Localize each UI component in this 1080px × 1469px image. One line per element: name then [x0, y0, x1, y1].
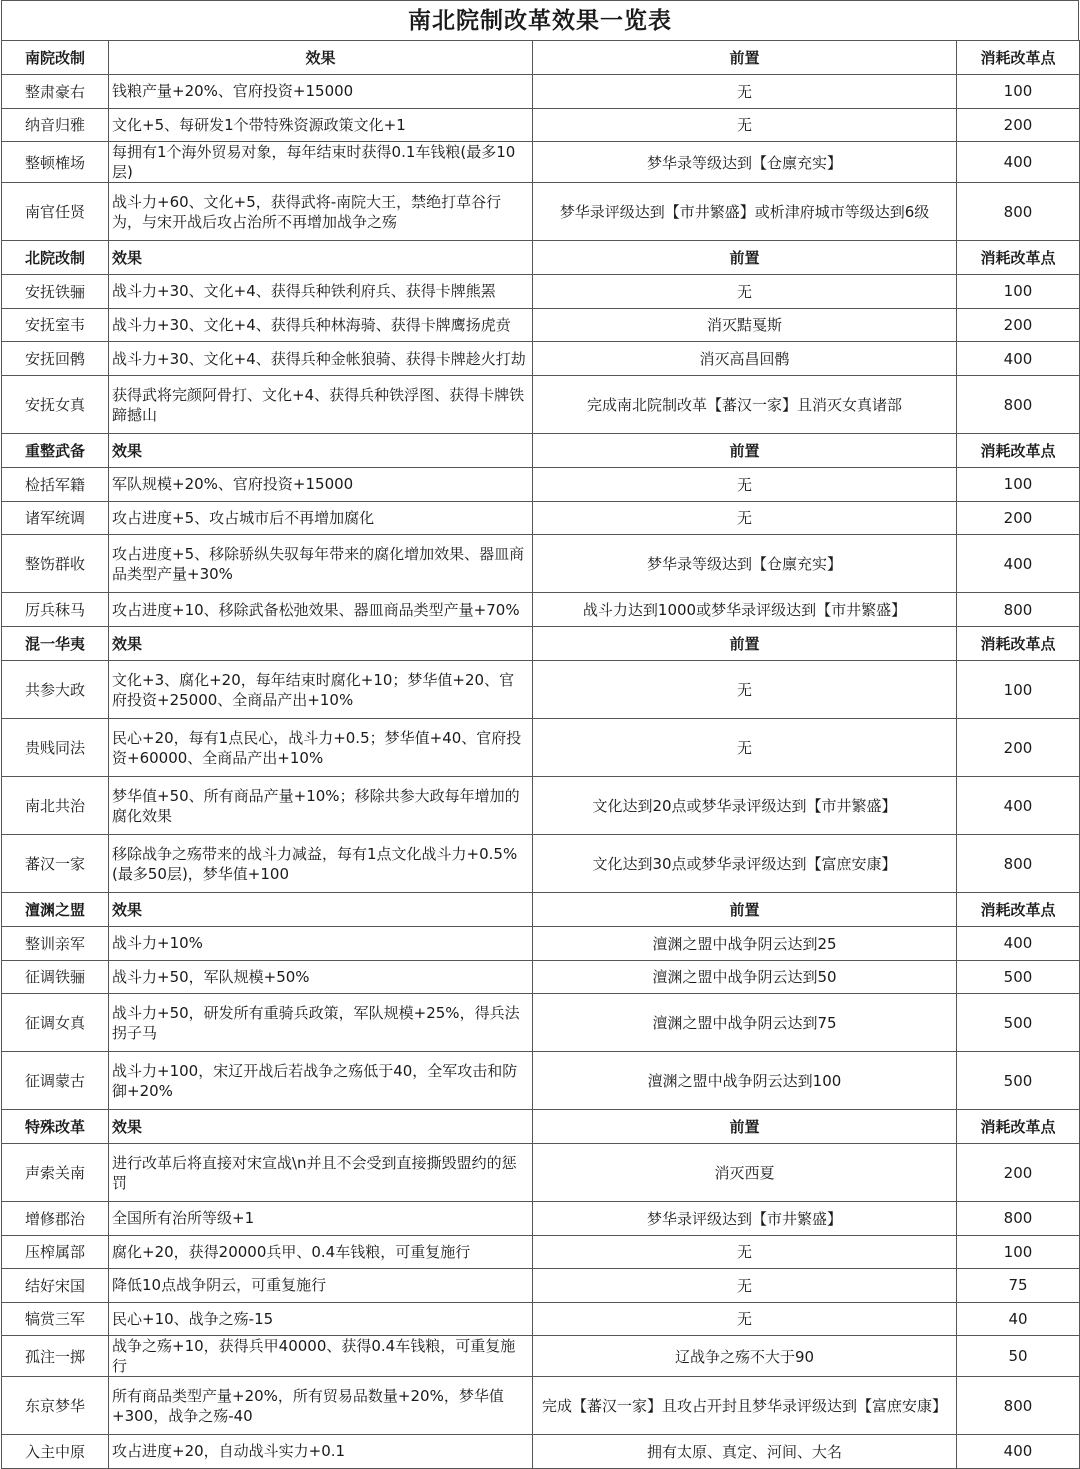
- cost-cell: 400: [957, 1435, 1080, 1469]
- table-row: [2, 1377, 1080, 1435]
- prerequisite-cell: 无: [533, 468, 957, 502]
- effect-cell: [109, 275, 533, 309]
- page-title: 南北院制改革效果一览表: [1, 0, 1079, 40]
- reform-name-cell: 厉兵秣马: [2, 593, 109, 627]
- prerequisite-header-cell: 前置: [533, 627, 957, 661]
- effect-cell: [109, 777, 533, 835]
- effect-cell: [109, 142, 533, 183]
- section-header-row: [2, 627, 1080, 661]
- section-title-cell: 北院改制: [2, 241, 109, 275]
- prerequisite-header-cell: 前置: [533, 893, 957, 927]
- effect-header-cell: 效果: [109, 893, 533, 927]
- table-row: [2, 75, 1080, 109]
- effect-text: 军队规模+20%、官府投资+15000: [112, 475, 354, 494]
- table-row: [2, 1052, 1080, 1110]
- effect-cell: [109, 1377, 533, 1435]
- table-row: [2, 1144, 1080, 1202]
- reform-name-cell: 安抚女真: [2, 376, 109, 434]
- cost-cell: 800: [957, 376, 1080, 434]
- prerequisite-header-cell: 前置: [533, 1110, 957, 1144]
- effect-cell: [109, 308, 533, 342]
- reform-name-cell: 蕃汉一家: [2, 835, 109, 893]
- prerequisite-cell: 完成南北院制改革【蕃汉一家】且消灭女真诸部: [533, 376, 957, 434]
- cost-cell: 400: [957, 927, 1080, 961]
- reform-name-cell: 检括军籍: [2, 468, 109, 502]
- prerequisite-cell: 消灭黠戛斯: [533, 308, 957, 342]
- effect-cell: [109, 183, 533, 241]
- reform-name-cell: 入主中原: [2, 1435, 109, 1469]
- reform-name-cell: 整饬群收: [2, 535, 109, 593]
- cost-header-cell: 消耗改革点: [957, 627, 1080, 661]
- cost-header-cell: 消耗改革点: [957, 241, 1080, 275]
- effect-text: 战斗力+10%: [112, 934, 203, 953]
- prerequisite-header-cell: 前置: [533, 434, 957, 468]
- effect-header-cell: 效果: [109, 627, 533, 661]
- prerequisite-cell: 澶渊之盟中战争阴云达到50: [533, 960, 957, 994]
- reform-name-cell: 共参大政: [2, 661, 109, 719]
- table-row: [2, 1235, 1080, 1269]
- effect-header-cell: 效果: [109, 41, 533, 75]
- table-row: [2, 835, 1080, 893]
- effect-cell: [109, 927, 533, 961]
- reform-name-cell: 安抚室韦: [2, 308, 109, 342]
- reform-name-cell: 增修郡治: [2, 1202, 109, 1236]
- prerequisite-header-cell: 前置: [533, 41, 957, 75]
- reform-name-cell: 贵贱同法: [2, 719, 109, 777]
- effect-text: 全国所有治所等级+1: [112, 1209, 255, 1228]
- effect-cell: [109, 1052, 533, 1110]
- reform-name-cell: 孤注一掷: [2, 1336, 109, 1377]
- table-row: [2, 960, 1080, 994]
- effect-cell: [109, 719, 533, 777]
- section-title-cell: 澶渊之盟: [2, 893, 109, 927]
- effect-text: 战斗力+30、文化+4、获得兵种林海骑、获得卡牌鹰扬虎贲: [112, 315, 511, 334]
- cost-header-cell: 消耗改革点: [957, 893, 1080, 927]
- prerequisite-cell: 文化达到20点或梦华录评级达到【市井繁盛】: [533, 777, 957, 835]
- reform-name-cell: 压榨属部: [2, 1235, 109, 1269]
- section-header-row: [2, 434, 1080, 468]
- cost-cell: 400: [957, 535, 1080, 593]
- prerequisite-cell: 澶渊之盟中战争阴云达到100: [533, 1052, 957, 1110]
- cost-cell: 500: [957, 960, 1080, 994]
- table-row: [2, 275, 1080, 309]
- prerequisite-cell: 文化达到30点或梦华录评级达到【富庶安康】: [533, 835, 957, 893]
- table-row: [2, 719, 1080, 777]
- prerequisite-cell: 无: [533, 1269, 957, 1303]
- prerequisite-cell: 拥有太原、真定、河间、大名: [533, 1435, 957, 1469]
- cost-cell: 200: [957, 308, 1080, 342]
- table-row: [2, 308, 1080, 342]
- reform-name-cell: 安抚回鹘: [2, 342, 109, 376]
- cost-cell: 200: [957, 1144, 1080, 1202]
- effect-text: 每拥有1个海外贸易对象，每年结束时获得0.1车钱粮(最多10层): [112, 143, 516, 181]
- reform-name-cell: 整顿榷场: [2, 142, 109, 183]
- effect-cell: [109, 593, 533, 627]
- effect-text: 民心+20，每有1点民心，战斗力+0.5；梦华值+40、官府投资+60000、全商品产出+10%: [112, 728, 522, 767]
- effect-cell: [109, 1269, 533, 1303]
- effect-header-cell: 效果: [109, 241, 533, 275]
- effect-text: 战争之殇+10，获得兵甲40000、获得0.4车钱粮，可重复施行: [112, 1337, 516, 1375]
- effect-cell: [109, 342, 533, 376]
- table-row: [2, 183, 1080, 241]
- cost-cell: 400: [957, 777, 1080, 835]
- effect-cell: [109, 501, 533, 535]
- reform-name-cell: 声索关南: [2, 1144, 109, 1202]
- effect-cell: [109, 960, 533, 994]
- effect-cell: [109, 1144, 533, 1202]
- table-row: [2, 777, 1080, 835]
- effect-text: 战斗力+30、文化+4、获得兵种铁利府兵、获得卡牌熊罴: [112, 282, 496, 301]
- effect-text: 所有商品类型产量+20%，所有贸易品数量+20%，梦华值+300，战争之殇-40: [112, 1386, 504, 1425]
- cost-cell: 800: [957, 1202, 1080, 1236]
- effect-text: 战斗力+50，军队规模+50%: [112, 967, 310, 986]
- table-row: [2, 342, 1080, 376]
- prerequisite-header-cell: 前置: [533, 241, 957, 275]
- cost-cell: 400: [957, 342, 1080, 376]
- effect-cell: [109, 835, 533, 893]
- cost-cell: 200: [957, 719, 1080, 777]
- section-title-cell: 南院改制: [2, 41, 109, 75]
- effect-cell: [109, 108, 533, 142]
- cost-header-cell: 消耗改革点: [957, 1110, 1080, 1144]
- table-row: [2, 593, 1080, 627]
- effect-text: 降低10点战争阴云，可重复施行: [112, 1276, 327, 1295]
- effect-text: 攻占进度+10、移除武备松弛效果、器皿商品类型产量+70%: [112, 600, 520, 619]
- reform-name-cell: 诸军统调: [2, 501, 109, 535]
- prerequisite-cell: 无: [533, 275, 957, 309]
- prerequisite-cell: 梦华录等级达到【仓廪充实】: [533, 535, 957, 593]
- cost-cell: 100: [957, 1235, 1080, 1269]
- effect-cell: [109, 1202, 533, 1236]
- reform-name-cell: 征调铁骊: [2, 960, 109, 994]
- section-title-cell: 混一华夷: [2, 627, 109, 661]
- table-row: [2, 927, 1080, 961]
- prerequisite-cell: 完成【蕃汉一家】且攻占开封且梦华录评级达到【富庶安康】: [533, 1377, 957, 1435]
- section-header-row: [2, 41, 1080, 75]
- cost-cell: 400: [957, 142, 1080, 183]
- table-row: [2, 994, 1080, 1052]
- effect-text: 战斗力+50，研发所有重骑兵政策，军队规模+25%，得兵法拐子马: [112, 1003, 520, 1042]
- reform-table: [1, 40, 1080, 1469]
- section-header-row: [2, 241, 1080, 275]
- effect-cell: [109, 994, 533, 1052]
- reform-name-cell: 安抚铁骊: [2, 275, 109, 309]
- cost-cell: 200: [957, 501, 1080, 535]
- reform-name-cell: 东京梦华: [2, 1377, 109, 1435]
- section-title-cell: 重整武备: [2, 434, 109, 468]
- cost-header-cell: 消耗改革点: [957, 41, 1080, 75]
- effect-cell: [109, 535, 533, 593]
- effect-cell: [109, 1435, 533, 1469]
- prerequisite-cell: 梦华录评级达到【市井繁盛】或析津府城市等级达到6级: [533, 183, 957, 241]
- reform-name-cell: 整肃豪右: [2, 75, 109, 109]
- effect-text: 梦华值+50、所有商品产量+10%；移除共参大政每年增加的腐化效果: [112, 786, 520, 825]
- prerequisite-cell: 无: [533, 719, 957, 777]
- reform-name-cell: 犒赏三军: [2, 1302, 109, 1336]
- effect-text: 攻占进度+5、攻占城市后不再增加腐化: [112, 508, 375, 527]
- table-row: [2, 1302, 1080, 1336]
- table-row: [2, 1269, 1080, 1303]
- prerequisite-cell: 梦华录等级达到【仓廪充实】: [533, 142, 957, 183]
- effect-text: 攻占进度+5、移除骄纵失驭每年带来的腐化增加效果、器皿商品类型产量+30%: [112, 544, 525, 583]
- effect-cell: [109, 75, 533, 109]
- reform-name-cell: 结好宋国: [2, 1269, 109, 1303]
- effect-cell: [109, 468, 533, 502]
- reform-name-cell: 南官任贤: [2, 183, 109, 241]
- effect-cell: [109, 1336, 533, 1377]
- effect-text: 文化+3、腐化+20，每年结束时腐化+10；梦华值+20、官府投资+25000、全商品产出+10%: [112, 670, 515, 709]
- table-row: [2, 142, 1080, 183]
- cost-header-cell: 消耗改革点: [957, 434, 1080, 468]
- cost-cell: 800: [957, 835, 1080, 893]
- table-row: [2, 535, 1080, 593]
- prerequisite-cell: 无: [533, 501, 957, 535]
- section-header-row: [2, 1110, 1080, 1144]
- effect-header-cell: 效果: [109, 1110, 533, 1144]
- reform-table-body: [2, 41, 1080, 1469]
- cost-cell: 100: [957, 275, 1080, 309]
- table-row: [2, 1336, 1080, 1377]
- effect-cell: [109, 1235, 533, 1269]
- cost-cell: 800: [957, 183, 1080, 241]
- cost-cell: 100: [957, 468, 1080, 502]
- prerequisite-cell: 消灭高昌回鹘: [533, 342, 957, 376]
- cost-cell: 100: [957, 661, 1080, 719]
- prerequisite-cell: 消灭西夏: [533, 1144, 957, 1202]
- prerequisite-cell: 无: [533, 1302, 957, 1336]
- effect-text: 战斗力+60、文化+5，获得武将-南院大王，禁绝打草谷行为，与宋开战后攻占治所不再增加战争之殇: [112, 192, 502, 231]
- effect-cell: [109, 376, 533, 434]
- prerequisite-cell: 无: [533, 108, 957, 142]
- reform-name-cell: 征调蒙古: [2, 1052, 109, 1110]
- effect-text: 移除战争之殇带来的战斗力减益，每有1点文化战斗力+0.5%(最多50层)，梦华值+100: [112, 844, 518, 883]
- cost-cell: 75: [957, 1269, 1080, 1303]
- prerequisite-cell: 无: [533, 75, 957, 109]
- cost-cell: 40: [957, 1302, 1080, 1336]
- reform-table-container: [1, 0, 1079, 1469]
- effect-header-cell: 效果: [109, 434, 533, 468]
- table-row: [2, 376, 1080, 434]
- effect-cell: [109, 1302, 533, 1336]
- cost-cell: 100: [957, 75, 1080, 109]
- effect-text: 文化+5、每研发1个带特殊资源政策文化+1: [112, 115, 406, 134]
- table-row: [2, 468, 1080, 502]
- section-header-row: [2, 893, 1080, 927]
- prerequisite-cell: 澶渊之盟中战争阴云达到75: [533, 994, 957, 1052]
- table-row: [2, 108, 1080, 142]
- effect-text: 进行改革后将直接对宋宣战\n并且不会受到直接撕毁盟约的惩罚: [112, 1153, 517, 1192]
- table-row: [2, 1435, 1080, 1469]
- effect-text: 战斗力+30、文化+4、获得兵种金帐狼骑、获得卡牌趁火打劫: [112, 349, 526, 368]
- cost-cell: 200: [957, 108, 1080, 142]
- table-row: [2, 661, 1080, 719]
- effect-text: 腐化+20，获得20000兵甲、0.4车钱粮，可重复施行: [112, 1242, 471, 1261]
- effect-text: 获得武将完颜阿骨打、文化+4、获得兵种铁浮图、获得卡牌铁蹄撼山: [112, 385, 525, 424]
- cost-cell: 500: [957, 994, 1080, 1052]
- effect-text: 民心+10、战争之殇-15: [112, 1309, 274, 1328]
- effect-cell: [109, 661, 533, 719]
- table-row: [2, 501, 1080, 535]
- reform-name-cell: 南北共治: [2, 777, 109, 835]
- reform-name-cell: 征调女真: [2, 994, 109, 1052]
- reform-name-cell: 纳音归雅: [2, 108, 109, 142]
- effect-text: 攻占进度+20，自动战斗实力+0.1: [112, 1442, 346, 1461]
- cost-cell: 800: [957, 593, 1080, 627]
- cost-cell: 50: [957, 1336, 1080, 1377]
- section-title-cell: 特殊改革: [2, 1110, 109, 1144]
- prerequisite-cell: 无: [533, 661, 957, 719]
- cost-cell: 500: [957, 1052, 1080, 1110]
- effect-text: 战斗力+100，宋辽开战后若战争之殇低于40，全军攻击和防御+20%: [112, 1061, 518, 1100]
- prerequisite-cell: 战斗力达到1000或梦华录评级达到【市井繁盛】: [533, 593, 957, 627]
- effect-text: 钱粮产量+20%、官府投资+15000: [112, 82, 354, 101]
- reform-name-cell: 整训亲军: [2, 927, 109, 961]
- prerequisite-cell: 澶渊之盟中战争阴云达到25: [533, 927, 957, 961]
- table-row: [2, 1202, 1080, 1236]
- cost-cell: 800: [957, 1377, 1080, 1435]
- prerequisite-cell: 无: [533, 1235, 957, 1269]
- prerequisite-cell: 辽战争之殇不大于90: [533, 1336, 957, 1377]
- prerequisite-cell: 梦华录评级达到【市井繁盛】: [533, 1202, 957, 1236]
